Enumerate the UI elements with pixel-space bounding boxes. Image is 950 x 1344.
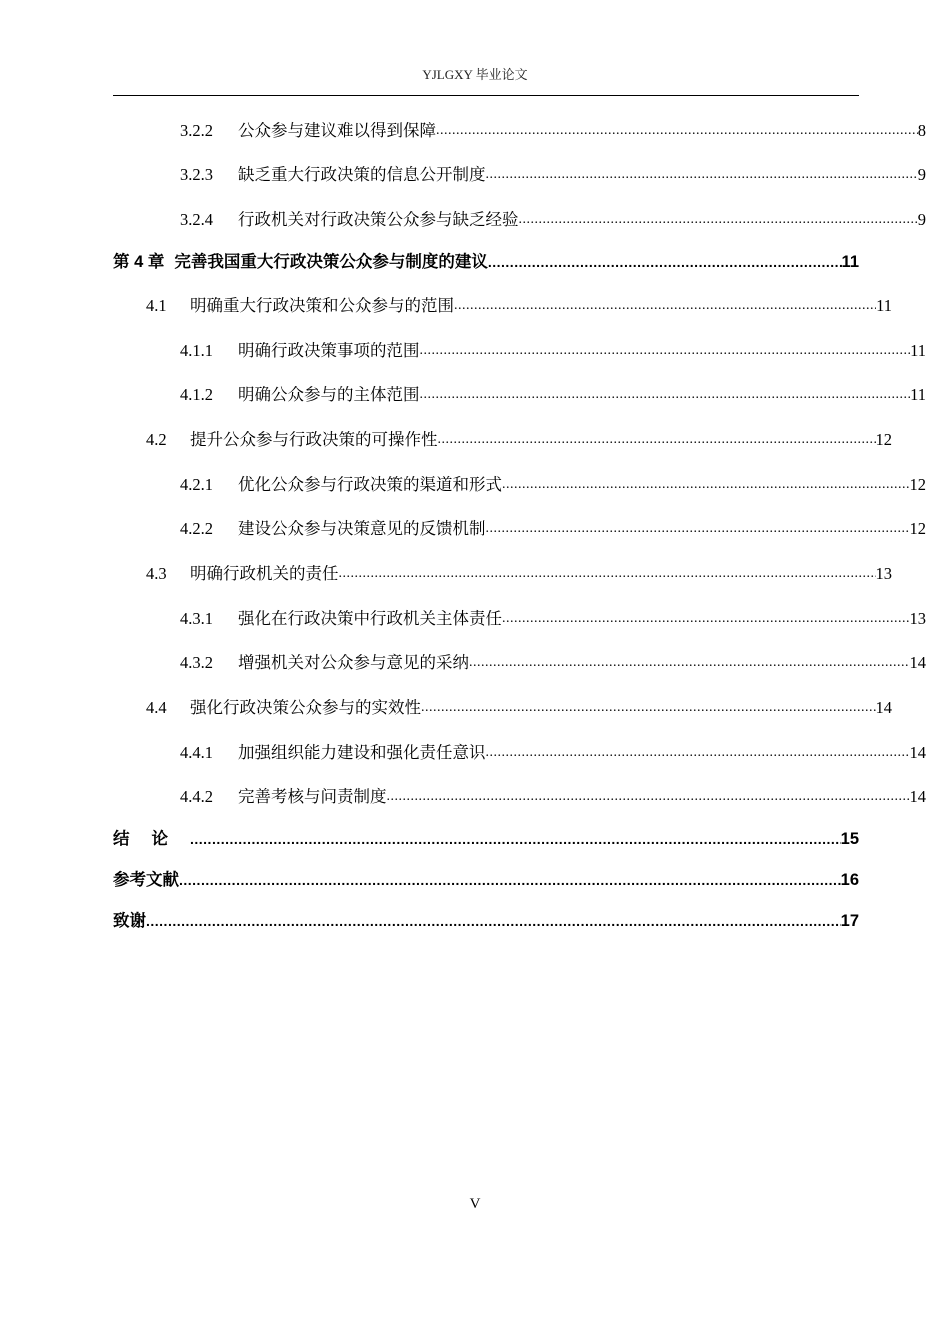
toc-entry-page: 9 xyxy=(917,210,926,229)
toc-entry-number: 第 4 章 xyxy=(113,253,165,271)
toc-entry-conclusion[interactable] xyxy=(113,827,859,851)
toc-entry-number: 4.2.2 xyxy=(180,519,213,538)
toc-entry-title: 增强机关对公众参与意见的采纳 xyxy=(238,653,469,672)
toc-entry-4-4-1[interactable] xyxy=(113,741,926,765)
toc-entry-title: 结论 xyxy=(113,830,190,848)
toc-entry-4-3[interactable] xyxy=(113,562,892,586)
toc-entry-page: 13 xyxy=(875,564,892,583)
dot-leader xyxy=(146,911,841,931)
toc-entry-4-2[interactable] xyxy=(113,428,892,452)
toc-entry-page: 14 xyxy=(909,653,926,672)
dot-leader xyxy=(420,385,911,405)
dot-leader xyxy=(502,609,910,629)
toc-entry-number: 4.2.1 xyxy=(180,475,213,494)
toc-entry-page: 12 xyxy=(909,475,926,494)
toc-entry-number: 3.2.3 xyxy=(180,165,213,184)
dot-leader xyxy=(454,296,876,316)
dot-leader xyxy=(436,121,918,141)
dot-leader xyxy=(190,829,841,849)
toc-entry-title: 加强组织能力建设和强化责任意识 xyxy=(238,743,486,762)
toc-entry-page: 16 xyxy=(840,871,859,889)
toc-entry-number: 4.4.2 xyxy=(180,787,213,806)
toc-entry-number: 3.2.4 xyxy=(180,210,213,229)
toc-entry-title: 完善考核与问责制度 xyxy=(238,787,387,806)
toc-entry-4-1-1[interactable] xyxy=(113,339,926,363)
toc-entry-page: 13 xyxy=(909,609,926,628)
toc-entry-4-3-2[interactable] xyxy=(113,651,926,675)
page-number: V xyxy=(469,1196,481,1212)
toc-entry-4-1-2[interactable] xyxy=(113,383,926,407)
dot-leader xyxy=(519,210,918,230)
toc-entry-page: 12 xyxy=(875,430,892,449)
toc-entry-3-2-3[interactable] xyxy=(113,163,926,187)
toc-entry-number: 4.2 xyxy=(146,430,167,449)
header-divider xyxy=(113,95,859,96)
toc-entry-page: 14 xyxy=(909,787,926,806)
toc-entry-title: 公众参与建议难以得到保障 xyxy=(238,121,436,140)
toc-entry-number: 4.1.1 xyxy=(180,341,213,360)
toc-entry-title: 明确行政机关的责任 xyxy=(190,564,339,583)
toc-entry-title: 明确重大行政决策和公众参与的范围 xyxy=(190,296,454,315)
toc-entry-title: 明确行政决策事项的范围 xyxy=(238,341,420,360)
toc-entry-number: 4.1.2 xyxy=(180,385,213,404)
dot-leader xyxy=(339,564,876,584)
dot-leader xyxy=(420,341,911,361)
toc-entry-number: 4.3.1 xyxy=(180,609,213,628)
dot-leader xyxy=(421,698,876,718)
toc-entry-page: 14 xyxy=(909,743,926,762)
dot-leader xyxy=(438,430,876,450)
toc-entry-title: 建设公众参与决策意见的反馈机制 xyxy=(238,519,486,538)
toc-entry-3-2-2[interactable] xyxy=(113,119,926,143)
toc-entry-title: 明确公众参与的主体范围 xyxy=(238,385,420,404)
toc-entry-chapter-4[interactable] xyxy=(113,250,859,274)
toc-entry-page: 14 xyxy=(875,698,892,717)
toc-entry-4-3-1[interactable] xyxy=(113,607,926,631)
toc-entry-number: 4.4.1 xyxy=(180,743,213,762)
toc-entry-title: 提升公众参与行政决策的可操作性 xyxy=(190,430,438,449)
toc-entry-page: 11 xyxy=(910,385,926,404)
toc-entry-number: 4.3 xyxy=(146,564,167,583)
toc-entry-title: 缺乏重大行政决策的信息公开制度 xyxy=(238,165,486,184)
toc-entry-title: 参考文献 xyxy=(113,871,179,889)
toc-entry-page: 12 xyxy=(909,519,926,538)
toc-entry-title: 优化公众参与行政决策的渠道和形式 xyxy=(238,475,502,494)
dot-leader xyxy=(387,787,910,807)
toc-entry-number: 4.1 xyxy=(146,296,167,315)
toc-entry-title: 强化在行政决策中行政机关主体责任 xyxy=(238,609,502,628)
toc-entry-references[interactable] xyxy=(113,868,859,892)
dot-leader xyxy=(488,252,842,272)
toc-entry-4-4[interactable] xyxy=(113,696,892,720)
dot-leader xyxy=(486,743,910,763)
toc-entry-number: 4.3.2 xyxy=(180,653,213,672)
toc-entry-title: 行政机关对行政决策公众参与缺乏经验 xyxy=(238,210,519,229)
toc-entry-page: 15 xyxy=(840,830,859,848)
toc-entry-4-4-2[interactable] xyxy=(113,785,926,809)
toc-entry-title: 致谢 xyxy=(113,912,146,930)
toc-entry-acknowledgements[interactable] xyxy=(113,909,859,933)
dot-leader xyxy=(486,519,910,539)
toc-entry-page: 8 xyxy=(917,121,926,140)
toc-entry-4-1[interactable] xyxy=(113,294,892,318)
dot-leader xyxy=(502,475,910,495)
toc-entry-page: 11 xyxy=(910,341,926,360)
toc-entry-page: 11 xyxy=(841,253,859,271)
toc-entry-title: 强化行政决策公众参与的实效性 xyxy=(190,698,421,717)
toc-entry-4-2-2[interactable] xyxy=(113,517,926,541)
toc-entry-title: 完善我国重大行政决策公众参与制度的建议 xyxy=(174,253,488,271)
page-header: YJLGXY 毕业论文 xyxy=(422,67,528,82)
toc-entry-3-2-4[interactable] xyxy=(113,208,926,232)
toc-entry-page: 17 xyxy=(840,912,859,930)
toc-entry-number: 4.4 xyxy=(146,698,167,717)
dot-leader xyxy=(469,653,910,673)
toc-entry-number: 3.2.2 xyxy=(180,121,213,140)
dot-leader xyxy=(486,165,918,185)
toc-entry-4-2-1[interactable] xyxy=(113,473,926,497)
dot-leader xyxy=(179,870,841,890)
toc-entry-page: 9 xyxy=(917,165,926,184)
toc-entry-page: 11 xyxy=(876,296,892,315)
